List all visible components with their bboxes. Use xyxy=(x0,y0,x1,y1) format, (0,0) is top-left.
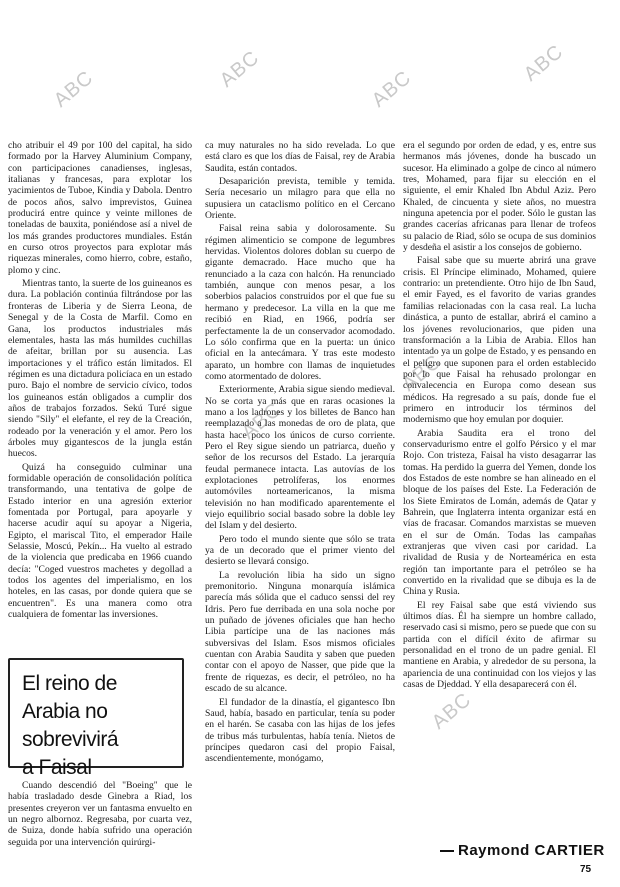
paragraph: El rey Faisal sabe que está viviendo sus últimos días. Él ha siempre un hombre callado, reservado casi si mismo, pero se puede que con su partida con el difícil éxito de afirmar su personalidad en el trono de un padre genial. El mantiene en Arabia, y alrededor de su persona, la apariencia de una continuidad con los viejos y las casas de Djeddad. Y ella desaparecerá con él. xyxy=(403,599,596,691)
section-heading-box xyxy=(8,658,184,779)
paragraph: Quizá ha conseguido culminar una formidable operación de consolidación política transformando, una tentativa de golpe de Estado interior en una agresión exterior fomentada por Portugal, para apoyarle y hacerse acudir aquí su apoyar a Nigeria, Egipto, el mariscal Tito, el emperador Haile Selassie, Moscú, Pekín... Ha vuelto al estrado de la violencia que predicaba en 1966 cuando decía: "Coged vuestros machetes y degollad a todos los agentes del imperialismo, en los hoteles, en las casas, por donde quiera que se encuentren". Es una manera como otra cualquiera de fomentar las inversiones. xyxy=(8,461,192,621)
section-heading-line: El reino de xyxy=(22,672,117,695)
paragraph: Faisal reina sabia y dolorosamente. Su régimen alimenticio se compone de legumbres hervidas. Violentos dolores doblan su cuerpo de gigante demacrado. Hace mucho que ha renunciado a la caza con halcón. Ha renunciado también, aunque con menos pesar, a los soberbios palacios construidos por el que fue su hermano y predecesor. La villa en la que me recibió en Riad, en 1966, podría ser perfectamente la de un conservador acomodado. Lo sólo confirma que en la puerta: un único oficial en la antecámara. Y tras este modesto aparato, un hombre con llamas de inquietudes como atormentado de dolores. xyxy=(205,223,395,382)
paragraph: La revolución libia ha sido un signo premonitorio. Ninguna monarquía islámica parecía más sólida que el caduco senssi del rey Idris. Pero fue derribada en una sola noche por un puñado de jóvenes oficiales que han hecho Libia partícipe una de las naciones más subversivas del Islam. Esos mismos oficiales cuentan con Arabia Saudita y saben que pueden contar con el apoyo de Nasser, que pide que la frente de riquezas, es decir, el petróleo, no ha escado de su alcance. xyxy=(205,569,395,695)
watermark-abc: ABC xyxy=(237,398,286,444)
paragraph: Mientras tanto, la suerte de los guineanos es dura. La población continúa filtrándose por las fronteras de Liberia y de Sierra Leona, de Senegal y de la Costa de Marfil. Como en Gana, los productos industriales más elementales, hasta las más humildes cuchillas de afeitar, brillan por su ausencia. Las importaciones y el tráfico están limitados. El régimen es una dictadura policíaca en un estado puro. Bajo el nombre de servicio cívico, todos los guineanos están obligados a cumplir dos años de trabajos forzados. Sekú Turé sigue siendo "Sily" el elefante, el rey de la Creación, rodeado por la veneración y el amor. Pero los árboles muy gigantescos de la jungla están huecos. xyxy=(8,278,192,460)
signature-rule xyxy=(440,850,454,852)
watermark-abc: ABC xyxy=(49,66,98,112)
paragraph: Desaparición prevista, temible y temida. Sería necesario un milagro para que ella no supusiera un cataclismo político en el Cercano Oriente. xyxy=(205,176,395,222)
section-heading-line: Arabia no sobrevivirá xyxy=(22,700,119,751)
watermark-abc: ABC xyxy=(397,350,446,396)
paragraph: Faisal sabe que su muerte abrirá una grave crisis. El Príncipe eliminado, Mohamed, quiere contrario: un pretendiente. Otro hijo de Ibn Saud, el emir Fayed, es el favorito de varias grandes familias relacionadas con la casa real. La lucha dinástica, a punto de estallar, abrirá el camino a los jóvenes revolucionarios, que piden una transformación a la Libia de Arabia. Ellos han intentado ya un golpe de Estado, y es pensando en el peligro que suponen para el orden establecido por lo que Faisal ha rehusado prolongar en convalecencia en Europa como desean sus médicos. Ha regresado a su país, donde fue el primero en introducir los términos del modernismo que hoy emulan por doquier. xyxy=(403,255,596,426)
paragraph: Cuando descendió del "Boeing" que le había trasladado desde Ginebra a Riad, los presentes creyeron ver un fantasma envuelto en un negro albornoz. Regresaba, por cuarta vez, de Suiza, donde había sufrido una operación seguida por una intervención quirúrgi- xyxy=(8,780,192,848)
author-signature: Raymond CARTIER xyxy=(458,842,605,859)
paragraph: Arabia Saudita era el trono del conservadurismo entre el golfo Pérsico y el mar Rojo. Con tristeza, Faisal ha visto desagarrar las tomas. Ha perdido la guerra del Yemen, donde los dos Estados de este nombre se han alineado en el bloque de los países del Este. La Federación de los Siete Emiratos de Lomán, además de Qatar y Bahrein, que Inglaterra intenta organizar está en vías de fracasar. Comandos marxistas se mueven en el sur de Omán. Todas las campañas extranjeras que viven casi por caridad. La rivalidad de Rusia y de Norteamérica en esta región tan importante para el petróleo se ha convertido en la rivalidad que se dibuja es la de China y Rusia. xyxy=(403,427,596,598)
watermark-abc: ABC xyxy=(427,688,476,734)
paragraph: El fundador de la dinastía, el gigantesco Ibn Saud, había, basado en particular, tenía su poder en el harén. Se casaba con las hijas de los jefes de tribus más turbulentas, había tenía. Nietos de príncipes quedaron casi del propio Faisal, ascendientemente, monógamo, xyxy=(205,696,395,765)
page-number: 75 xyxy=(580,864,592,875)
article-column-1-continued xyxy=(8,780,192,850)
paragraph: Exteriormente, Arabia sigue siendo medieval. No se corta ya más que en raras ocasiones la mano a los ladrones y los billetes de Banco han reemplazado a las monedas de oro de plata, que hasta hace poco los únicos de curso corriente. Pero el Rey sigue siendo un patriarca, dueño y señor de los recursos del Estado. La jerarquía feudal permanece intacta. Las autovías de los explotaciones petrolíferas, los enormes automóviles norteamericanos, la misma televisión no han modificado aparentemente el viejo equilibrio social basado sobre la doble ley del Islam y del desierto. xyxy=(205,384,395,532)
watermark-abc: ABC xyxy=(519,40,568,86)
paragraph: cho atribuir el 49 por 100 del capital, ha sido formado por la Harvey Aluminium Company, con participaciones canadienses, inglesas, italianas y francesas, para explotar los yacimientos de Tuboe, Kindia y Dabola. Dentro de pocos años, salvo imprevistos, Guinea producirá entre quince y veinte millones de toneladas de bauxita, poniéndose así a nivel de los más grandes productores mundiales. Están en curso otros proyectos para explotar más riquezas minerales, como hierro, cobre, estaño, plomo y cinc. xyxy=(8,140,192,276)
article-column-3 xyxy=(403,140,596,693)
section-heading-line: a Faisal xyxy=(22,756,92,779)
article-column-2 xyxy=(205,140,395,767)
paragraph: ca muy naturales no ha sido revelada. Lo que está claro es que los días de Faisal, rey de Arabia Saudita, están contados. xyxy=(205,140,395,174)
watermark-abc: ABC xyxy=(367,66,416,112)
paragraph: era el segundo por orden de edad, y es, entre sus hermanos más jóvenes, donde ha buscado un sucesor. Ha eliminado a golpe de cinco al número tres, Mohamed, para fijar su elección en el siguiente, el emir Khaled Ibn Abdul Aziz. Pero Khaled, de cincuenta y siete años, no muestra ninguna apetencia por el poder. Sólo le gustan las grandes cacerías africanas para llenar de trofeos su palacio de Riad, sólo se ocupa de sus dominios y desdeña el asistir a los consejos de gobierno. xyxy=(403,140,596,254)
paragraph: Pero todo el mundo siente que sólo se trata ya de un decorado que el primer viento del desierto se llevará consigo. xyxy=(205,533,395,568)
watermark-abc: ABC xyxy=(215,46,264,92)
article-column-1 xyxy=(8,140,192,622)
